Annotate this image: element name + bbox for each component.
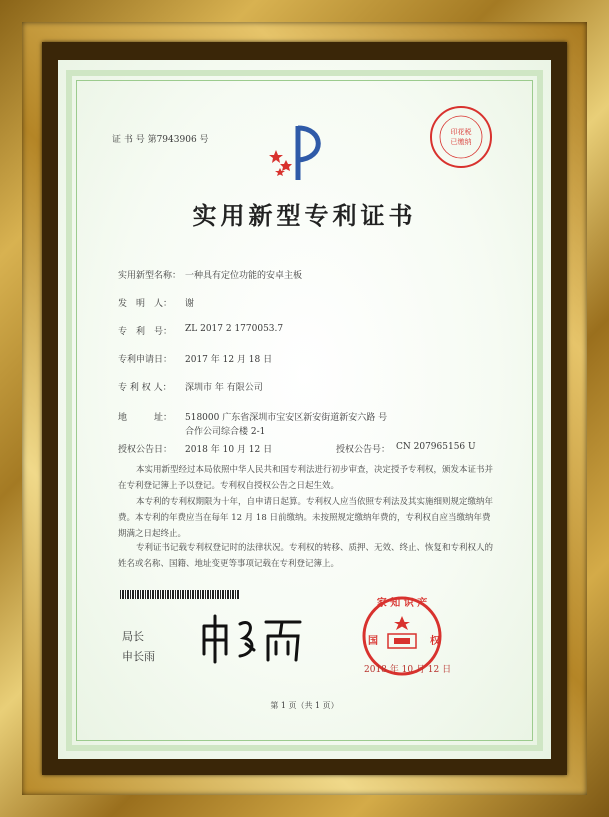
svg-text:国: 国 — [368, 636, 378, 647]
utility-name-value: 一种具有定位功能的安卓主板 — [185, 271, 303, 281]
stamp-seal-icon — [428, 104, 494, 170]
announce-date-label: 授权公告日： — [118, 445, 173, 455]
patent-number-label: 专 利 号： — [118, 327, 173, 337]
inventor-value: 谢 — [185, 299, 195, 309]
svg-text:家 知 识 产: 家 知 识 产 — [376, 598, 428, 609]
director-title: 局长 — [122, 630, 144, 643]
address-value-line1: 518000 广东省深圳市宝安区新安街道新安六路 号 — [185, 413, 388, 423]
address-value-line2: 合作公司综合楼 2-1 — [185, 427, 266, 437]
certificate-title: 实用新型专利证书 — [192, 202, 417, 230]
patentee-label: 专 利 权 人： — [118, 383, 172, 393]
body-paragraph-3: 专利证书记载专利权登记时的法律状况。专利权的转移、质押、无效、终止、恢复和专利权人的姓名或名称、国籍、地址变更等事项记载在专利登记簿上。 — [118, 543, 494, 569]
svg-text:已缴纳: 已缴纳 — [450, 138, 472, 146]
svg-text:印花税: 印花税 — [450, 128, 472, 136]
utility-name-label: 实用新型名称： — [118, 271, 182, 281]
address-label: 地 址： — [118, 413, 173, 423]
certificate-number: 证 书 号 第7943906 号 — [112, 135, 209, 145]
announce-number-label: 授权公告号： — [336, 445, 391, 455]
announce-date-value: 2018 年 10 月 12 日 — [185, 445, 273, 455]
inventor-label: 发 明 人： — [118, 299, 173, 309]
handwritten-signature-icon — [196, 610, 308, 666]
page-number: 第 1 页（共 1 页） — [270, 701, 339, 710]
announce-number-value: CN 207965156 U — [396, 442, 476, 452]
director-name: 申长雨 — [122, 650, 155, 663]
svg-text:权: 权 — [430, 636, 440, 647]
application-date-value: 2017 年 12 月 18 日 — [185, 355, 273, 365]
seal-date: 2018 年 10 月 12 日 — [364, 665, 452, 675]
barcode — [120, 590, 240, 599]
patent-number-value: ZL 2017 2 1770053.7 — [185, 324, 284, 334]
patentee-value: 深圳市 年 有限公司 — [185, 383, 263, 393]
application-date-label: 专利申请日： — [118, 355, 173, 365]
body-paragraph-2: 本专利的专利权期限为十年，自申请日起算。专利权人应当依照专利法及其实施细则规定缴纳年费。本专利的年费应当在每年 12 月 18 日前缴纳。未按照规定缴纳年费的，专利权自应当缴纳年费期满之日起终止。 — [118, 497, 494, 539]
cnipa-logo-icon — [262, 120, 334, 190]
body-paragraph-1: 本实用新型经过本局依照中华人民共和国专利法进行初步审查，决定授予专利权，颁发本证书并在专利登记簿上予以登记。专利权自授权公告之日起生效。 — [118, 465, 494, 491]
